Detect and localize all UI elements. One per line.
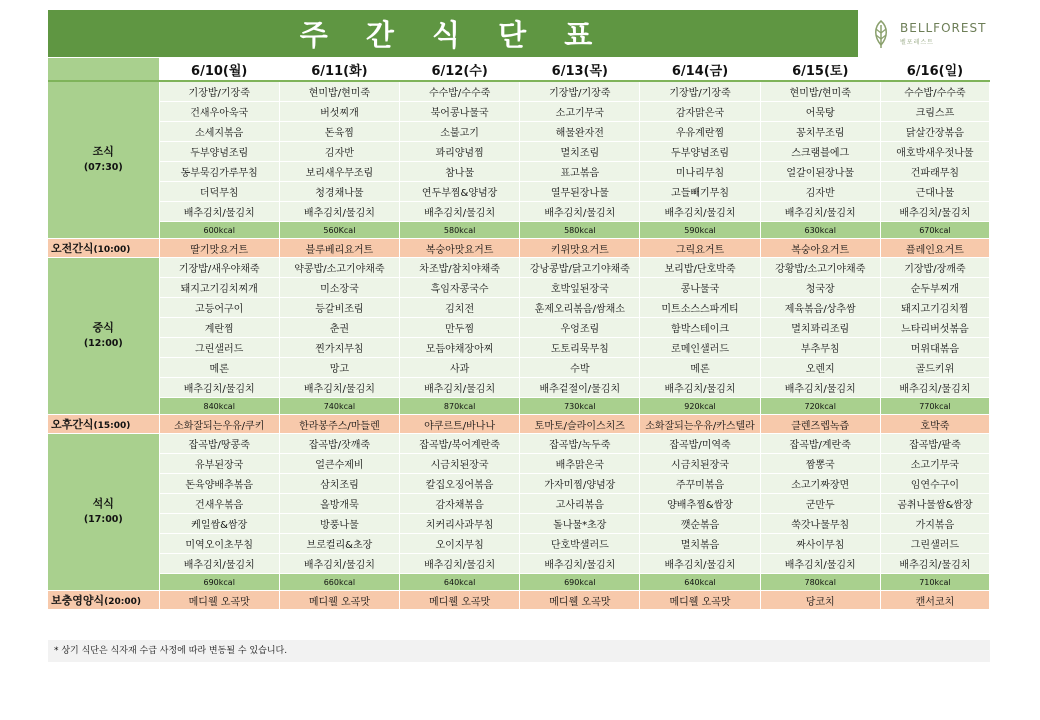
menu-item: 쑥갓나물무침 bbox=[760, 514, 880, 534]
menu-item: 칼집오징어볶음 bbox=[400, 474, 520, 494]
snack-item: 복숭아맛요거트 bbox=[400, 239, 520, 258]
menu-item: 기장밥/새우야채죽 bbox=[159, 258, 279, 278]
menu-item: 순두부찌개 bbox=[880, 278, 989, 298]
date-header: 6/14(금) bbox=[640, 58, 760, 81]
menu-row bbox=[48, 298, 990, 318]
menu-item: 느타리버섯볶음 bbox=[880, 318, 989, 338]
snack-label bbox=[48, 591, 159, 610]
menu-item: 배추겉절이/물김치 bbox=[520, 378, 640, 398]
menu-item: 가자미찜/양념장 bbox=[520, 474, 640, 494]
menu-item: 배추김치/물김치 bbox=[880, 378, 989, 398]
menu-row bbox=[48, 494, 990, 514]
menu-item: 골드키위 bbox=[880, 358, 989, 378]
menu-row bbox=[48, 514, 990, 534]
date-header: 6/16(일) bbox=[880, 58, 989, 81]
snack-row bbox=[48, 591, 990, 610]
menu-item: 배추김치/물김치 bbox=[760, 202, 880, 222]
menu-item: 흑임자콩국수 bbox=[400, 278, 520, 298]
menu-item: 호박잎된장국 bbox=[520, 278, 640, 298]
menu-item: 청국장 bbox=[760, 278, 880, 298]
menu-row bbox=[48, 318, 990, 338]
menu-item: 현미밥/현미죽 bbox=[279, 81, 399, 102]
meal-label bbox=[48, 258, 159, 415]
snack-name: 보충영양식 bbox=[51, 594, 105, 607]
date-header: 6/12(수) bbox=[400, 58, 520, 81]
menu-item: 배추김치/물김치 bbox=[640, 554, 760, 574]
snack-item: 메디웰 오곡맛 bbox=[279, 591, 399, 610]
snack-time: (20:00) bbox=[104, 597, 142, 607]
menu-row bbox=[48, 454, 990, 474]
meal-time: (12:00) bbox=[83, 338, 123, 349]
menu-item: 참나물 bbox=[400, 162, 520, 182]
menu-item: 부추무침 bbox=[760, 338, 880, 358]
kcal-row bbox=[48, 574, 990, 591]
menu-item: 제육볶음/상추쌈 bbox=[760, 298, 880, 318]
menu-item: 배추김치/물김치 bbox=[640, 202, 760, 222]
menu-item: 고들빼기무침 bbox=[640, 182, 760, 202]
menu-item: 배추김치/물김치 bbox=[159, 202, 279, 222]
menu-row bbox=[48, 81, 990, 102]
menu-item: 만두찜 bbox=[400, 318, 520, 338]
menu-item: 수수밥/수수죽 bbox=[400, 81, 520, 102]
menu-item: 주꾸미볶음 bbox=[640, 474, 760, 494]
menu-item: 두부양념조림 bbox=[159, 142, 279, 162]
menu-item: 약콩밥/소고기야채죽 bbox=[279, 258, 399, 278]
snack-item: 복숭아요거트 bbox=[760, 239, 880, 258]
menu-item: 미소장국 bbox=[279, 278, 399, 298]
menu-item: 차조밥/참치야채죽 bbox=[400, 258, 520, 278]
snack-item: 플레인요거트 bbox=[880, 239, 989, 258]
kcal-value: 870kcal bbox=[400, 398, 520, 415]
menu-item: 더덕무침 bbox=[159, 182, 279, 202]
menu-row bbox=[48, 358, 990, 378]
menu-item: 배추김치/물김치 bbox=[760, 554, 880, 574]
leaf-logo-icon bbox=[870, 19, 892, 49]
menu-item: 올방개묵 bbox=[279, 494, 399, 514]
menu-item: 시금치된장국 bbox=[640, 454, 760, 474]
menu-item: 계란찜 bbox=[159, 318, 279, 338]
kcal-value: 560Kcal bbox=[279, 222, 399, 239]
menu-item: 건파래무침 bbox=[880, 162, 989, 182]
snack-time: (10:00) bbox=[93, 245, 131, 255]
menu-item: 함박스테이크 bbox=[640, 318, 760, 338]
menu-item: 미나리무침 bbox=[640, 162, 760, 182]
menu-row bbox=[48, 102, 990, 122]
kcal-row bbox=[48, 398, 990, 415]
menu-item: 건새우아욱국 bbox=[159, 102, 279, 122]
menu-row bbox=[48, 182, 990, 202]
menu-item: 배추김치/물김치 bbox=[159, 554, 279, 574]
snack-name: 오전간식 bbox=[51, 242, 94, 255]
menu-item: 깻순볶음 bbox=[640, 514, 760, 534]
menu-item: 임연수구이 bbox=[880, 474, 989, 494]
menu-item: 크림스프 bbox=[880, 102, 989, 122]
date-header: 6/11(화) bbox=[279, 58, 399, 81]
menu-item: 잡곡밥/계란죽 bbox=[760, 434, 880, 454]
snack-row bbox=[48, 415, 990, 434]
menu-item: 수박 bbox=[520, 358, 640, 378]
menu-row bbox=[48, 142, 990, 162]
menu-item: 강낭콩밥/닭고기야채죽 bbox=[520, 258, 640, 278]
snack-item: 메디웰 오곡맛 bbox=[520, 591, 640, 610]
kcal-value: 740kcal bbox=[279, 398, 399, 415]
menu-item: 배추김치/물김치 bbox=[400, 554, 520, 574]
kcal-value: 690kcal bbox=[520, 574, 640, 591]
snack-row bbox=[48, 239, 990, 258]
menu-item: 그린샐러드 bbox=[159, 338, 279, 358]
menu-item: 배추김치/물김치 bbox=[279, 554, 399, 574]
menu-item: 기장밥/기장죽 bbox=[640, 81, 760, 102]
menu-item: 보리새우무조림 bbox=[279, 162, 399, 182]
menu-item: 배추김치/물김치 bbox=[400, 202, 520, 222]
logo-name: BELLFOREST bbox=[900, 20, 987, 35]
menu-item: 배추김치/물김치 bbox=[880, 554, 989, 574]
menu-item: 소고기무국 bbox=[520, 102, 640, 122]
menu-item: 멸치볶음 bbox=[640, 534, 760, 554]
menu-item: 돈육양배추볶음 bbox=[159, 474, 279, 494]
menu-item: 오이지무침 bbox=[400, 534, 520, 554]
logo-subtitle: 벨포레스트 bbox=[900, 38, 934, 46]
kcal-value: 580kcal bbox=[520, 222, 640, 239]
snack-item: 야쿠르트/바나나 bbox=[400, 415, 520, 434]
menu-item: 닭살간장볶음 bbox=[880, 122, 989, 142]
menu-item: 잡곡밥/녹두죽 bbox=[520, 434, 640, 454]
menu-item: 꽈리양념찜 bbox=[400, 142, 520, 162]
snack-name: 오후간식 bbox=[51, 418, 94, 431]
kcal-value: 630kcal bbox=[760, 222, 880, 239]
menu-item: 찐가지무침 bbox=[279, 338, 399, 358]
menu-item: 소세지볶음 bbox=[159, 122, 279, 142]
meal-label bbox=[48, 434, 159, 591]
menu-item: 배추김치/물김치 bbox=[159, 378, 279, 398]
menu-row bbox=[48, 378, 990, 398]
menu-row bbox=[48, 122, 990, 142]
snack-item: 당코치 bbox=[760, 591, 880, 610]
menu-item: 메론 bbox=[159, 358, 279, 378]
menu-item: 로메인샐러드 bbox=[640, 338, 760, 358]
menu-item: 두부양념조림 bbox=[640, 142, 760, 162]
snack-item: 메디웰 오곡맛 bbox=[400, 591, 520, 610]
kcal-value: 730kcal bbox=[520, 398, 640, 415]
menu-item: 근대나물 bbox=[880, 182, 989, 202]
page-title: 주 간 식 단 표 bbox=[48, 10, 858, 57]
meal-time: (07:30) bbox=[83, 162, 123, 173]
menu-item: 꽁치무조림 bbox=[760, 122, 880, 142]
menu-item: 열무된장나물 bbox=[520, 182, 640, 202]
menu-item: 모듬야채장아찌 bbox=[400, 338, 520, 358]
footnote: * 상기 식단은 식자재 수급 사정에 따라 변동될 수 있습니다. bbox=[48, 640, 990, 662]
menu-item: 청경채나물 bbox=[279, 182, 399, 202]
meal-time: (17:00) bbox=[83, 514, 123, 525]
menu-item: 얼큰수제비 bbox=[279, 454, 399, 474]
snack-label bbox=[48, 415, 159, 434]
menu-item: 배추김치/물김치 bbox=[640, 378, 760, 398]
menu-item: 기장밥/기장죽 bbox=[159, 81, 279, 102]
snack-item: 캔서코치 bbox=[880, 591, 989, 610]
menu-row bbox=[48, 162, 990, 182]
kcal-value: 840kcal bbox=[159, 398, 279, 415]
menu-item: 케일쌈&쌈장 bbox=[159, 514, 279, 534]
menu-item: 배추김치/물김치 bbox=[880, 202, 989, 222]
menu-row bbox=[48, 202, 990, 222]
menu-item: 배추김치/물김치 bbox=[520, 554, 640, 574]
date-header-row bbox=[48, 58, 990, 81]
menu-item: 김자반 bbox=[279, 142, 399, 162]
kcal-value: 920kcal bbox=[640, 398, 760, 415]
date-header: 6/10(월) bbox=[159, 58, 279, 81]
date-header: 6/13(목) bbox=[520, 58, 640, 81]
menu-item: 잡곡밥/땅콩죽 bbox=[159, 434, 279, 454]
menu-item: 짜사이무침 bbox=[760, 534, 880, 554]
menu-item: 해물완자전 bbox=[520, 122, 640, 142]
menu-item: 버섯찌개 bbox=[279, 102, 399, 122]
menu-item: 김치전 bbox=[400, 298, 520, 318]
menu-item: 잡곡밥/잣깨죽 bbox=[279, 434, 399, 454]
menu-item: 감자맑은국 bbox=[640, 102, 760, 122]
menu-row bbox=[48, 258, 990, 278]
menu-item: 멸치조림 bbox=[520, 142, 640, 162]
kcal-value: 720kcal bbox=[760, 398, 880, 415]
menu-item: 멸치꽈리조림 bbox=[760, 318, 880, 338]
menu-item: 소고기짜장면 bbox=[760, 474, 880, 494]
menu-item: 배추김치/물김치 bbox=[279, 202, 399, 222]
menu-item: 곰취나물쌈&쌈장 bbox=[880, 494, 989, 514]
menu-item: 유부된장국 bbox=[159, 454, 279, 474]
menu-item: 가지볶음 bbox=[880, 514, 989, 534]
menu-item: 시금치된장국 bbox=[400, 454, 520, 474]
menu-item: 오렌지 bbox=[760, 358, 880, 378]
menu-table bbox=[48, 58, 990, 610]
menu-item: 도토리묵무침 bbox=[520, 338, 640, 358]
kcal-value: 780kcal bbox=[760, 574, 880, 591]
menu-item: 배추김치/물김치 bbox=[400, 378, 520, 398]
meal-name: 석식 bbox=[92, 497, 114, 510]
kcal-value: 770kcal bbox=[880, 398, 989, 415]
kcal-value: 580kcal bbox=[400, 222, 520, 239]
menu-item: 돌나물*초장 bbox=[520, 514, 640, 534]
menu-item: 소불고기 bbox=[400, 122, 520, 142]
menu-item: 고사리볶음 bbox=[520, 494, 640, 514]
menu-item: 수수밥/수수죽 bbox=[880, 81, 989, 102]
menu-item: 기장밥/기장죽 bbox=[520, 81, 640, 102]
menu-item: 치커리사과무침 bbox=[400, 514, 520, 534]
menu-item: 배추김치/물김치 bbox=[279, 378, 399, 398]
menu-item: 망고 bbox=[279, 358, 399, 378]
menu-item: 보리밥/단호박죽 bbox=[640, 258, 760, 278]
snack-item: 키위맛요거트 bbox=[520, 239, 640, 258]
menu-item: 동부묵김가루무침 bbox=[159, 162, 279, 182]
snack-item: 그릭요거트 bbox=[640, 239, 760, 258]
menu-item: 그린샐러드 bbox=[880, 534, 989, 554]
menu-item: 양배추찜&쌈장 bbox=[640, 494, 760, 514]
menu-item: 춘권 bbox=[279, 318, 399, 338]
date-header: 6/15(토) bbox=[760, 58, 880, 81]
snack-item: 클렌즈렙녹즙 bbox=[760, 415, 880, 434]
menu-item: 건새우볶음 bbox=[159, 494, 279, 514]
kcal-value: 640kcal bbox=[640, 574, 760, 591]
menu-row bbox=[48, 534, 990, 554]
menu-item: 배추김치/물김치 bbox=[760, 378, 880, 398]
menu-row bbox=[48, 474, 990, 494]
menu-item: 방풍나물 bbox=[279, 514, 399, 534]
menu-item: 콩나물국 bbox=[640, 278, 760, 298]
menu-item: 사과 bbox=[400, 358, 520, 378]
menu-item: 훈제오리볶음/쌈채소 bbox=[520, 298, 640, 318]
snack-item: 소화잘되는우유/쿠키 bbox=[159, 415, 279, 434]
kcal-value: 660kcal bbox=[279, 574, 399, 591]
menu-item: 감자채볶음 bbox=[400, 494, 520, 514]
meal-name: 조식 bbox=[92, 145, 114, 158]
snack-label bbox=[48, 239, 159, 258]
menu-item: 잡곡밥/미역죽 bbox=[640, 434, 760, 454]
brand-logo bbox=[858, 10, 990, 57]
menu-item: 잡곡밥/북어계란죽 bbox=[400, 434, 520, 454]
kcal-value: 600kcal bbox=[159, 222, 279, 239]
menu-item: 브로컬리&초장 bbox=[279, 534, 399, 554]
menu-item: 애호박새우젓나물 bbox=[880, 142, 989, 162]
menu-sheet bbox=[48, 10, 990, 610]
meal-name: 중식 bbox=[92, 321, 114, 334]
menu-row bbox=[48, 278, 990, 298]
menu-item: 돼지고기김치찌개 bbox=[159, 278, 279, 298]
menu-item: 미트소스스파게티 bbox=[640, 298, 760, 318]
snack-item: 블루베리요거트 bbox=[279, 239, 399, 258]
menu-item: 강황밥/소고기야채죽 bbox=[760, 258, 880, 278]
menu-item: 고등어구이 bbox=[159, 298, 279, 318]
header-corner bbox=[48, 58, 159, 81]
menu-item: 삼치조림 bbox=[279, 474, 399, 494]
menu-item: 스크램블에그 bbox=[760, 142, 880, 162]
kcal-value: 670kcal bbox=[880, 222, 989, 239]
menu-row bbox=[48, 554, 990, 574]
kcal-value: 640kcal bbox=[400, 574, 520, 591]
kcal-value: 690kcal bbox=[159, 574, 279, 591]
snack-item: 딸기맛요거트 bbox=[159, 239, 279, 258]
menu-item: 우엉조림 bbox=[520, 318, 640, 338]
snack-item: 한라봉주스/마들렌 bbox=[279, 415, 399, 434]
menu-item: 배추맑은국 bbox=[520, 454, 640, 474]
snack-item: 메디웰 오곡맛 bbox=[640, 591, 760, 610]
snack-item: 호박죽 bbox=[880, 415, 989, 434]
menu-item: 등갈비조림 bbox=[279, 298, 399, 318]
menu-item: 군만두 bbox=[760, 494, 880, 514]
menu-item: 기장밥/장깨죽 bbox=[880, 258, 989, 278]
menu-item: 메론 bbox=[640, 358, 760, 378]
menu-item: 현미밥/현미죽 bbox=[760, 81, 880, 102]
meal-label bbox=[48, 81, 159, 239]
menu-row bbox=[48, 434, 990, 454]
menu-item: 연두부찜&양념장 bbox=[400, 182, 520, 202]
header bbox=[48, 10, 990, 57]
snack-item: 소화잘되는우유/카스텔라 bbox=[640, 415, 760, 434]
menu-item: 어묵탕 bbox=[760, 102, 880, 122]
kcal-value: 710kcal bbox=[880, 574, 989, 591]
snack-time: (15:00) bbox=[93, 421, 131, 431]
kcal-row bbox=[48, 222, 990, 239]
menu-item: 북어콩나물국 bbox=[400, 102, 520, 122]
snack-item: 메디웰 오곡맛 bbox=[159, 591, 279, 610]
kcal-value: 590kcal bbox=[640, 222, 760, 239]
menu-item: 잡곡밥/팥죽 bbox=[880, 434, 989, 454]
snack-item: 토마토/슬라이스치즈 bbox=[520, 415, 640, 434]
menu-item: 돈육찜 bbox=[279, 122, 399, 142]
menu-item: 머위대볶음 bbox=[880, 338, 989, 358]
menu-row bbox=[48, 338, 990, 358]
menu-item: 얼갈이된장나물 bbox=[760, 162, 880, 182]
menu-item: 표고볶음 bbox=[520, 162, 640, 182]
menu-item: 단호박샐러드 bbox=[520, 534, 640, 554]
menu-item: 미역오이초무침 bbox=[159, 534, 279, 554]
menu-item: 짬뽕국 bbox=[760, 454, 880, 474]
menu-item: 김자반 bbox=[760, 182, 880, 202]
menu-item: 돼지고기김치찜 bbox=[880, 298, 989, 318]
menu-item: 배추김치/물김치 bbox=[520, 202, 640, 222]
menu-item: 우유계란찜 bbox=[640, 122, 760, 142]
menu-item: 소고기무국 bbox=[880, 454, 989, 474]
